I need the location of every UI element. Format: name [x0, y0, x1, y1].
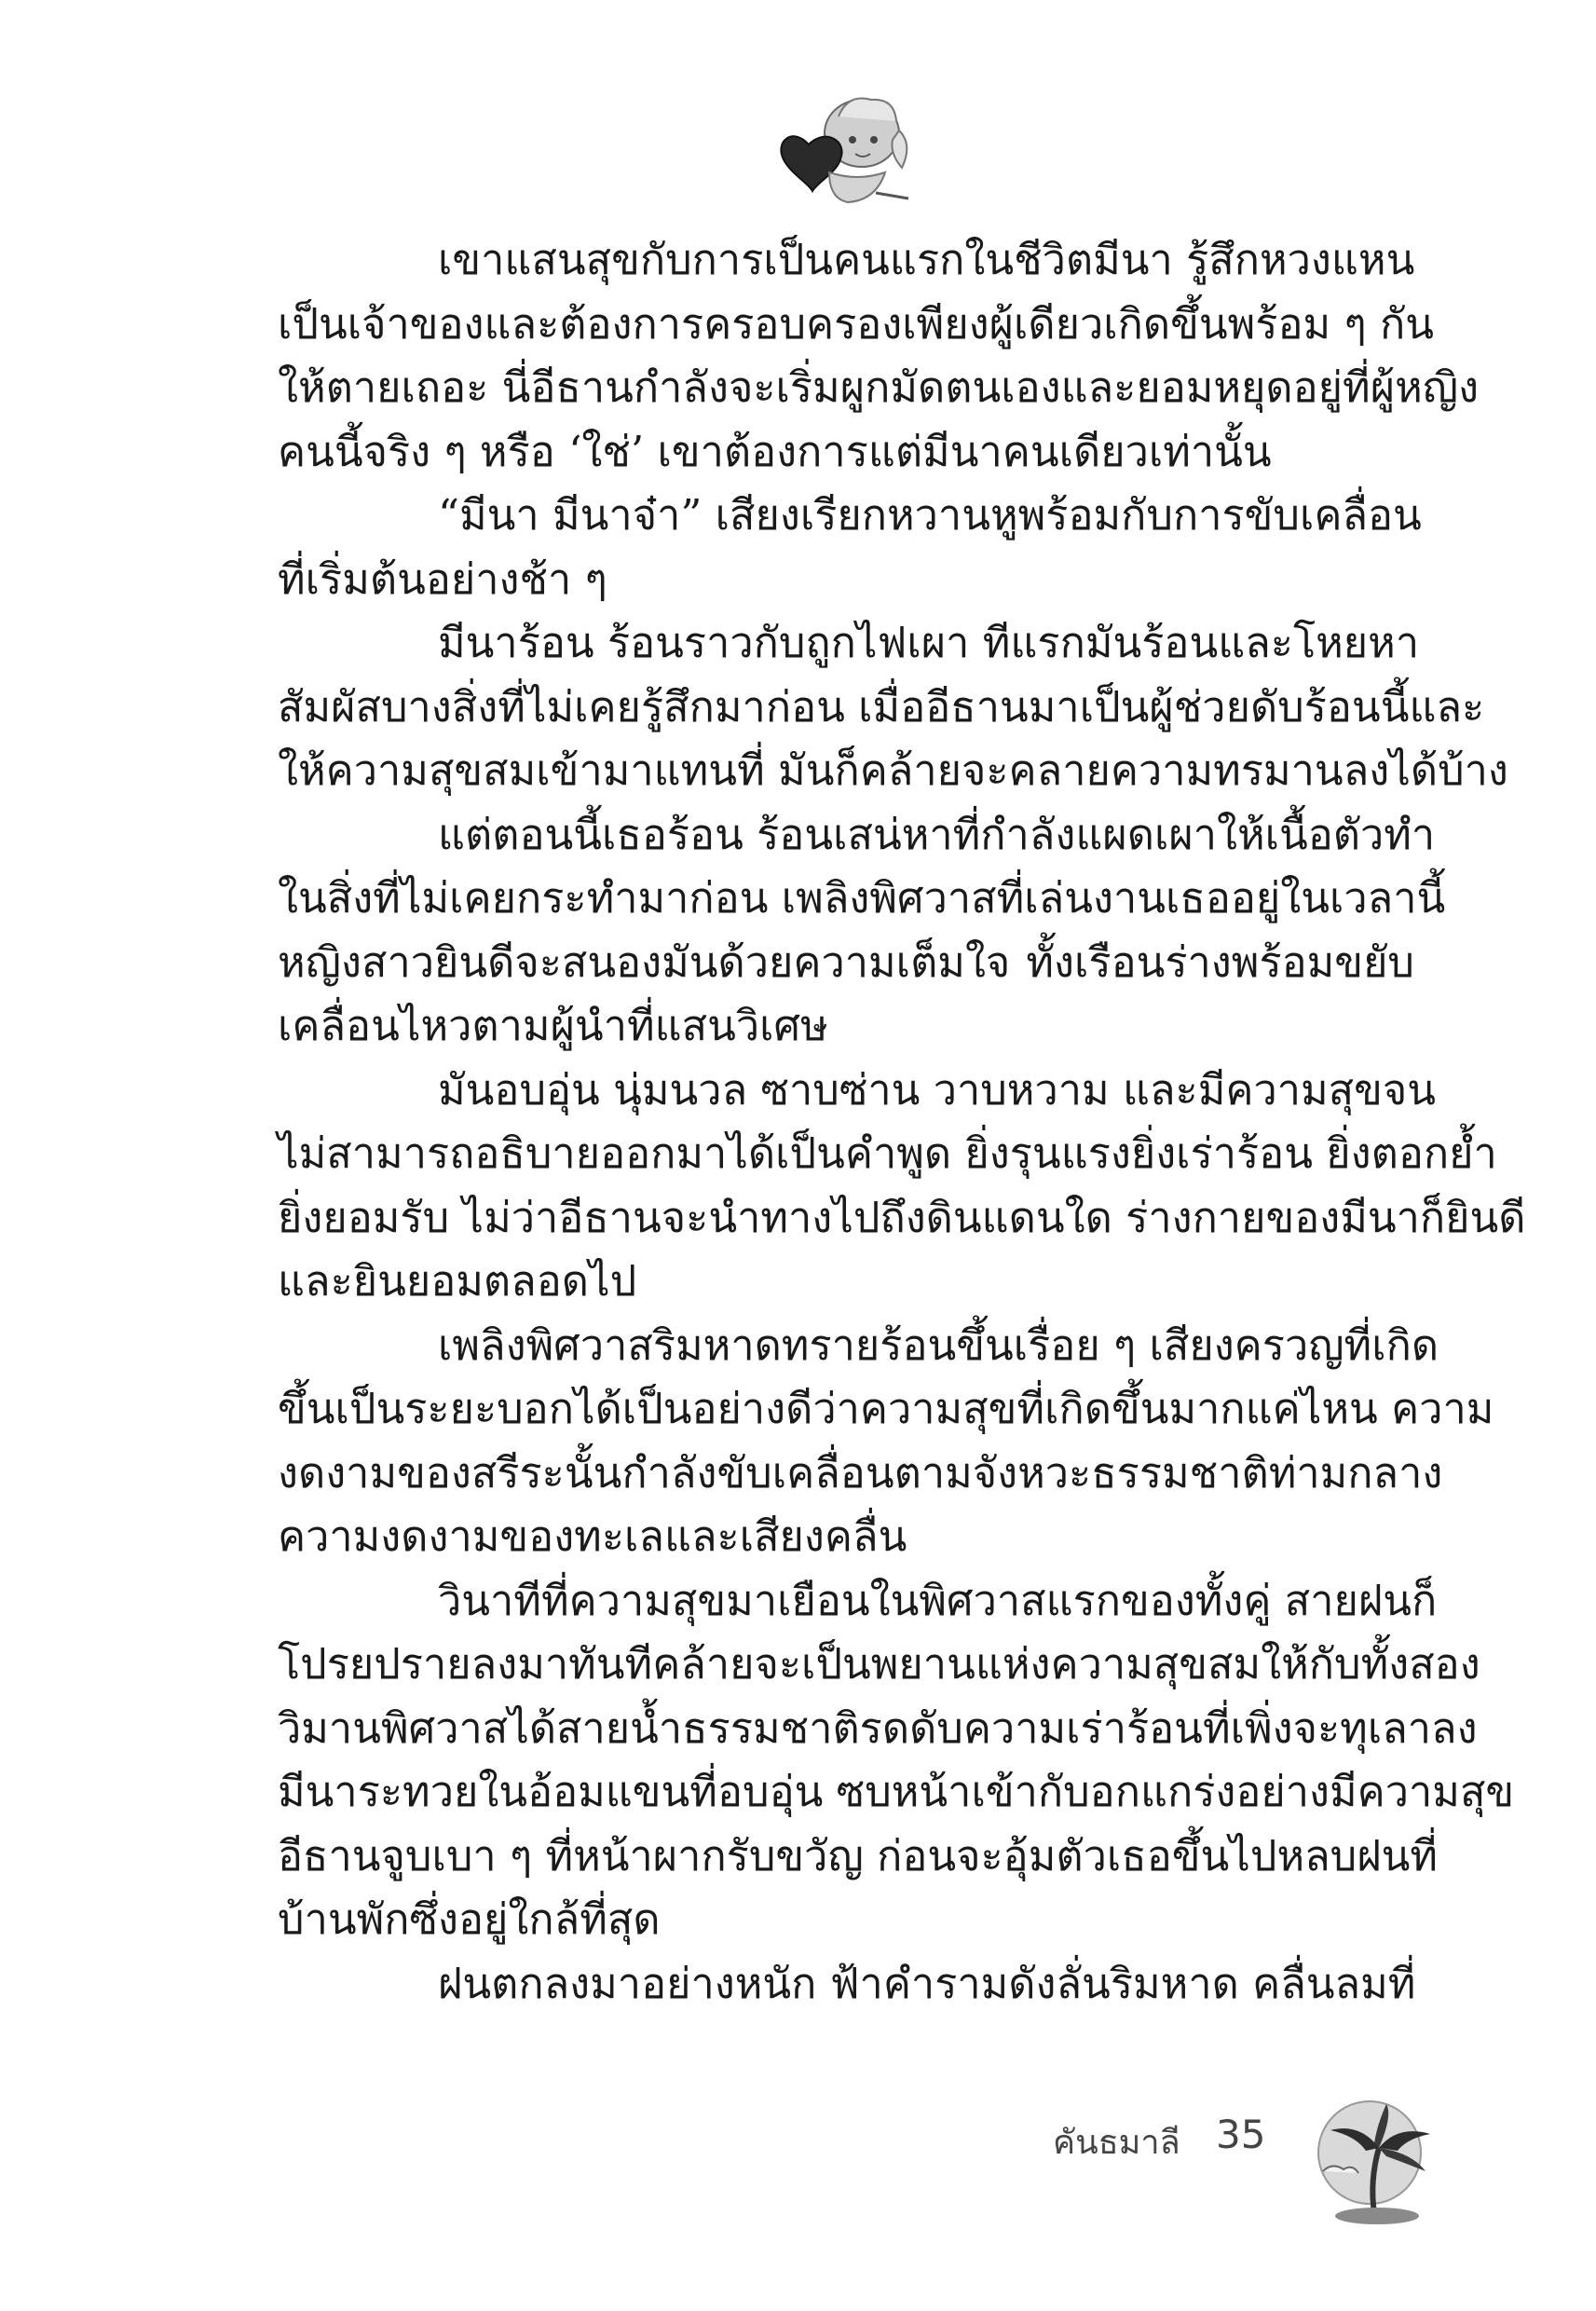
paragraph [278, 803, 1446, 1059]
text-line: สัมผัสบางสิ่งที่ไม่เคยรู้สึกมาก่อน เมื่ออีธานมาเป็นผู้ช่วยดับร้อนนี้และ [278, 681, 1485, 732]
text-line: อีธานจูบเบา ๆ ที่หน้าผากรับขวัญ ก่อนจะอุ้มตัวเธอขึ้นไปหลบฝนที่ [278, 1830, 1439, 1880]
text-line: เคลื่อนไหวตามผู้นำที่แสนวิเศษ [278, 1001, 828, 1050]
text-line: เป็นเจ้าของและต้องการครอบครองเพียงผู้เดียวเกิดขึ้นพร้อม ๆ กัน [278, 298, 1434, 349]
text-line: ไม่สามารถอธิบายออกมาได้เป็นคำพูด ยิ่งรุนแรงยิ่งเร่าร้อน ยิ่งตอกย้ำ [278, 1128, 1497, 1178]
paragraph [278, 228, 1480, 484]
text-line: งดงามของสรีระนั้นกำลังขับเคลื่อนตามจังหวะธรรมชาติท่ามกลาง [278, 1447, 1443, 1497]
text-line: มันอบอุ่น นุ่มนวล ซาบซ่าน วาบหวาม และมีความสุขจน [438, 1064, 1437, 1114]
text-line: ให้ความสุขสมเข้ามาแทนที่ มันก็คล้ายจะคลายความทรมานลงได้บ้าง [278, 745, 1508, 795]
text-line: บ้านพักซึ่งอยู่ใกล้ที่สุด [278, 1894, 661, 1944]
cupid-heart-icon [773, 89, 913, 210]
book-title: คันธมาลี [1053, 2124, 1180, 2162]
text-line: ที่เริ่มต้นอย่างช้า ๆ [278, 554, 607, 604]
text-line: “มีนา มีนาจ๋า” เสียงเรียกหวานหูพร้อมกับการขับเคลื่อน [438, 490, 1422, 540]
text-line: ความงดงามของทะเลและเสียงคลื่น [278, 1511, 907, 1561]
palm-island-icon [1304, 2097, 1444, 2227]
text-line: เพลิงพิศวาสริมหาดทรายร้อนขึ้นเรื่อย ๆ เสียงครวญที่เกิด [438, 1320, 1439, 1370]
text-line: มีนาร้อน ร้อนราวกับถูกไฟเผา ทีแรกมันร้อนและโหยหา [438, 618, 1420, 667]
body-text [278, 228, 1526, 2016]
text-line: ยิ่งยอมรับ ไม่ว่าอีธานจะนำทางไปถึงดินแดนใด ร่างกายของมีนาก็ยินดี [278, 1192, 1526, 1242]
paragraph [278, 611, 1508, 803]
text-line: วิมานพิศวาสได้สายน้ำธรรมชาติรดดับความเร่าร้อนที่เพิ่งจะทุเลาลง [278, 1702, 1478, 1753]
paragraph [278, 1952, 1414, 2017]
text-line: หญิงสาวยินดีจะสนองมันด้วยความเต็มใจ ทั้งเรือนร่างพร้อมขยับ [278, 937, 1414, 987]
text-line: โปรยปรายลงมาทันทีคล้ายจะเป็นพยานแห่งความสุขสมให้กับทั้งสอง [278, 1639, 1480, 1689]
text-line: ฝนตกลงมาอย่างหนัก ฟ้าคำรามดังลั่นริมหาด คลื่นลมที่ [438, 1958, 1416, 2008]
paragraph [278, 1059, 1526, 1314]
text-line: ในสิ่งที่ไม่เคยกระทำมาก่อน เพลิงพิศวาสที่เล่นงานเธออยู่ในเวลานี้ [278, 873, 1446, 923]
page-number: 35 [1216, 2112, 1266, 2157]
text-line: ขึ้นเป็นระยะบอกได้เป็นอย่างดีว่าความสุขที่เกิดขึ้นมากแค่ไหน ความ [278, 1384, 1494, 1433]
text-line: และยินยอมตลอดไป [278, 1256, 637, 1306]
text-line: มีนาระทวยในอ้อมแขนที่อบอุ่น ซบหน้าเข้ากับอกแกร่งอย่างมีความสุข [278, 1767, 1515, 1816]
paragraph [278, 1314, 1494, 1569]
text-line: เขาแสนสุขกับการเป็นคนแรกในชีวิตมีนา รู้สึกหวงแหน [438, 235, 1415, 284]
text-line: แต่ตอนนี้เธอร้อน ร้อนเสน่หาที่กำลังแผดเผาให้เนื้อตัวทำ [438, 809, 1436, 859]
text-line: ให้ตายเถอะ นี่อีธานกำลังจะเริ่มผูกมัดตนเองและยอมหยุดอยู่ที่ผู้หญิง [278, 362, 1480, 412]
paragraph [278, 1569, 1515, 1952]
paragraph [278, 484, 1422, 611]
text-line: คนนี้จริง ๆ หรือ ‘ใช่’ เขาต้องการแต่มีนาคนเดียวเท่านั้น [278, 426, 1272, 476]
text-line: วินาทีที่ความสุขมาเยือนในพิศวาสแรกของทั้งคู่ สายฝนก็ [438, 1575, 1438, 1625]
